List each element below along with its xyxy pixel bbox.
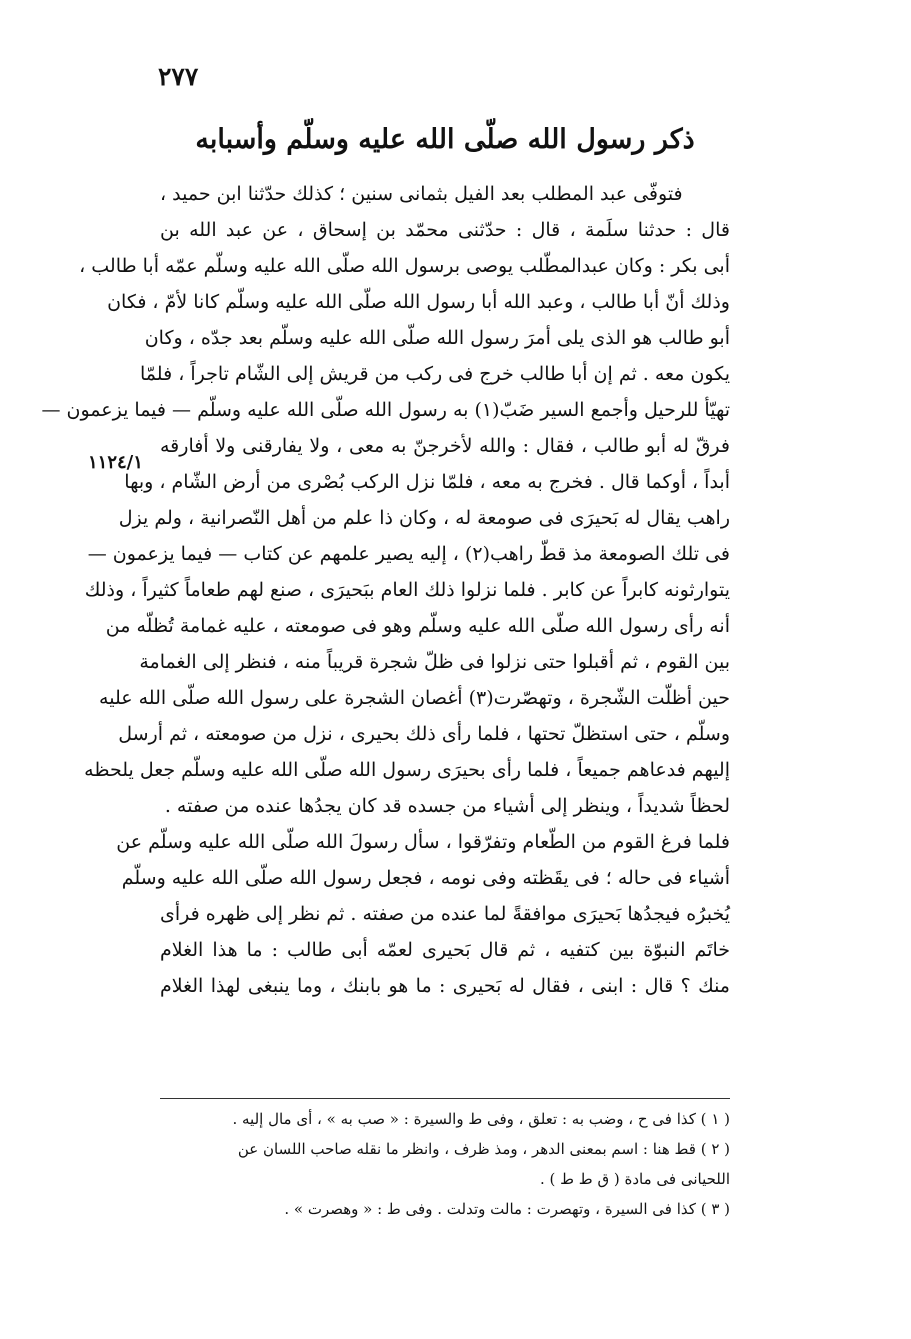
body-line: بين القوم ، ثم أقبلوا حتى نزلوا فى ظلّ شجرة قريباً منه ، فنظر إلى الغمامة [139,651,730,673]
body-line: وذلك أنّ أبا طالب ، وعبد الله أبا رسول الله صلّى الله عليه وسلّم كانا لأمّ ، فكان [107,291,730,313]
body-line: إليهم فدعاهم جميعاً ، فلما رأى بحيرَى رسول الله صلّى الله عليه وسلّم جعل يلحظه [84,759,730,781]
body-line: لحظاً شديداً ، وينظر إلى أشياء من جسده قد كان يجدُها عنده من صفته . [164,795,730,817]
margin-reference: ١١٢٤/١ [88,452,143,473]
body-line: قال : حدثنا سلَمة ، قال : حدّثنى محمّد بن إسحاق ، عن عبد الله بن [160,219,730,241]
footnote: ( ٣ ) كذا فى السيرة ، وتهصرت : مالت وتدلت . وفى ط : « وهصرت » . [284,1200,730,1218]
body-line: منك ؟ قال : ابنى ، فقال له بَحيرى : ما هو بابنك ، وما ينبغى لهذا الغلام [160,975,730,997]
body-line: أبو طالب هو الذى يلى أمرَ رسول الله صلّى الله عليه وسلّم بعد جدّه ، وكان [144,327,730,349]
chapter-title: ذكر رسول الله صلّى الله عليه وسلّم وأسبابه [195,124,695,155]
body-line: فرقّ له أبو طالب ، فقال : والله لأخرجنّ به معى ، ولا يفارقنى ولا أفارقه [160,435,730,457]
footnotes [160,1104,730,1224]
footnote: ( ١ ) كذا فى ح ، وضب به : تعلق ، وفى ط والسيرة : « صب به » ، أى مال إليه . [232,1110,730,1128]
page-number: ٢٧٧ [158,62,199,91]
footnote-divider [160,1098,730,1099]
body-line: أبى بكر : وكان عبدالمطّلب يوصى برسول الله صلّى الله عليه وسلّم عمّه أبا طالب ، [79,255,730,277]
footnote: ( ٢ ) قط هنا : اسم بمعنى الدهر ، ومذ ظرف ، وانظر ما نقله صاحب اللسان عن [237,1140,730,1158]
body-line: يتوارثونه كابراً عن كابر . فلما نزلوا ذلك العام ببَحيرَى ، صنع لهم طعاماً كثيراً ، وذلك [84,579,730,601]
body-line: فى تلك الصومعة مذ قطّ راهب(٢) ، إليه يصير علمهم عن كتاب — فيما يزعمون — [87,543,730,565]
body-line: فتوفّى عبد المطلب بعد الفيل بثمانى سنين ؛ كذلك حدّثنا ابن حميد ، [160,183,683,205]
body-line: أنه رأى رسول الله صلّى الله عليه وسلّم وهو فى صومعته ، عليه غمامة تُظلّه من [105,615,730,637]
body-line: تهيّأ للرحيل وأجمع السير ضَبّ(١) به رسول الله صلّى الله عليه وسلّم — فيما يزعمون — [41,399,730,421]
body-line: أشياء فى حاله ؛ فى يقَظته وفى نومه ، فجعل رسول الله صلّى الله عليه وسلّم [121,867,730,889]
footnote: اللحيانى فى مادة ( ق ط ط ) . [540,1170,730,1188]
body-line: يُخبرُه فيجدُها بَحيرَى موافقةً لما عنده من صفته . ثم نظر إلى ظهره فرأى [159,903,730,925]
body-line: حين أظلّت الشّجرة ، وتهصّرت(٣) أغصان الشجرة على رسول الله صلّى الله عليه [99,687,730,709]
body-line: يكون معه . ثم إن أبا طالب خرج فى ركب من قريش إلى الشّام تاجراً ، فلمّا [140,363,730,385]
body-line: راهب يقال له بَحيرَى فى صومعة له ، وكان ذا علم من أهل النّصرانية ، ولم يزل [118,507,730,529]
body-line: فلما فرغ القوم من الطّعام وتفرّقوا ، سأل رسولَ الله صلّى الله عليه وسلّم عن [116,831,730,853]
body-line: خاتَم النبوّة بين كتفيه ، ثم قال بَحيرى لعمّه أبى طالب : ما هذا الغلام [160,939,730,961]
body-line: وسلّم ، حتى استظلّ تحتها ، فلما رأى ذلك بحيرى ، نزل من صومعته ، ثم أرسل [118,723,730,745]
body-line: أبداً ، أوكما قال . فخرج به معه ، فلمّا نزل الركب بُصْرى من أرض الشّام ، وبها [124,471,730,493]
